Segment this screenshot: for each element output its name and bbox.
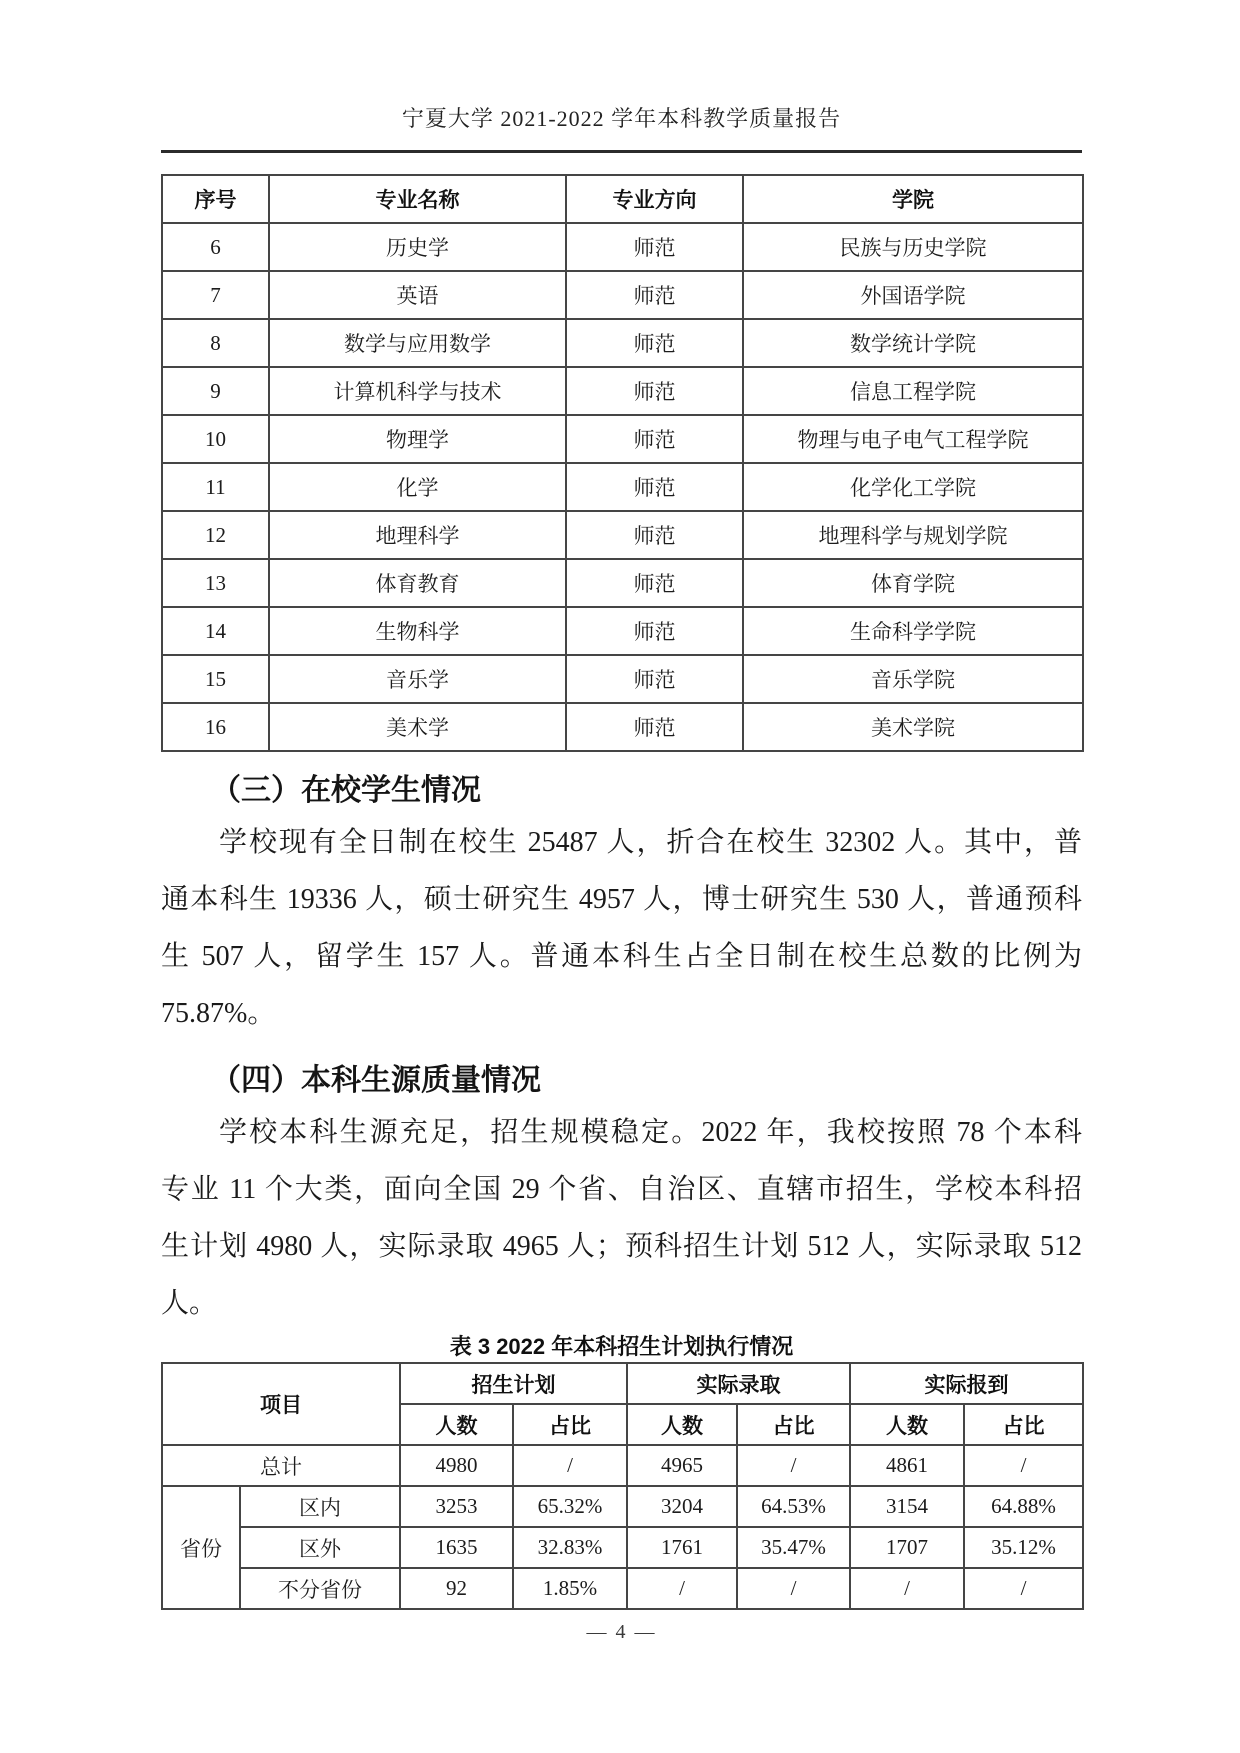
table-cell: 师范	[566, 319, 743, 367]
document-header	[161, 0, 1082, 153]
table-row	[162, 463, 1083, 511]
table-cell: /	[627, 1568, 737, 1609]
table-cell: 物理与电子电气工程学院	[743, 415, 1083, 463]
table-cell: 数学与应用数学	[269, 319, 566, 367]
paragraph-line: 学校本科生源充足，招生规模稳定。2022 年，我校按照 78 个本科	[219, 1117, 1082, 1148]
section-4-heading: （四）本科生源质量情况	[211, 1064, 541, 1097]
table-cell: 14	[162, 607, 269, 655]
table-cell: 4861	[850, 1445, 964, 1486]
section-3-heading: （三）在校学生情况	[211, 774, 481, 807]
table-cell: 7	[162, 271, 269, 319]
table-cell: 12	[162, 511, 269, 559]
header-row	[162, 1363, 1083, 1404]
table-cell: 美术学	[269, 703, 566, 751]
table-cell: /	[737, 1445, 850, 1486]
table-cell: 生物科学	[269, 607, 566, 655]
table-cell: 师范	[566, 655, 743, 703]
table-cell: 体育学院	[743, 559, 1083, 607]
table-cell: 3154	[850, 1486, 964, 1527]
table-row	[162, 1486, 1083, 1527]
table-cell: 4980	[400, 1445, 513, 1486]
column-header-group: 招生计划	[400, 1363, 627, 1404]
page-content	[161, 0, 1082, 1644]
table-row	[162, 223, 1083, 271]
table-cell: 65.32%	[513, 1486, 627, 1527]
running-head-title: 宁夏大学 2021-2022 学年本科教学质量报告	[401, 106, 842, 131]
table-cell: 1.85%	[513, 1568, 627, 1609]
paragraph-line: 生 507 人，留学生 157 人。普通本科生占全日制在校生总数的比例为	[161, 941, 1082, 972]
table-cell: 3204	[627, 1486, 737, 1527]
table-cell: 32.83%	[513, 1527, 627, 1568]
table-cell: 1761	[627, 1527, 737, 1568]
table-cell: 师范	[566, 703, 743, 751]
table-row	[162, 655, 1083, 703]
header-row	[162, 175, 1083, 223]
table-cell: 16	[162, 703, 269, 751]
table-cell: 历史学	[269, 223, 566, 271]
column-header: 占比	[513, 1404, 627, 1445]
table-row	[162, 1568, 1083, 1609]
table-cell: 体育教育	[269, 559, 566, 607]
majors-table-body	[162, 223, 1083, 751]
row-label: 总计	[162, 1445, 400, 1486]
table-cell: 师范	[566, 463, 743, 511]
table-cell: 64.88%	[964, 1486, 1083, 1527]
table-cell: 13	[162, 559, 269, 607]
page-number: — 4 —	[586, 1621, 657, 1643]
table-cell: 师范	[566, 511, 743, 559]
column-header: 项目	[162, 1363, 400, 1445]
column-header: 人数	[627, 1404, 737, 1445]
table-cell: 师范	[566, 559, 743, 607]
table-cell: 4965	[627, 1445, 737, 1486]
table-cell: /	[850, 1568, 964, 1609]
table-cell: 音乐学院	[743, 655, 1083, 703]
table-cell: 师范	[566, 271, 743, 319]
enrollment-table-body	[162, 1445, 1083, 1609]
section-3-paragraph	[161, 814, 1082, 1042]
header-rule	[161, 150, 1082, 153]
section-4-paragraph	[161, 1104, 1082, 1332]
table-cell: 信息工程学院	[743, 367, 1083, 415]
table-cell: 64.53%	[737, 1486, 850, 1527]
paragraph-line: 专业 11 个大类，面向全国 29 个省、自治区、直辖市招生，学校本科招	[161, 1174, 1082, 1205]
table-row	[162, 1445, 1083, 1486]
table-cell: 师范	[566, 367, 743, 415]
table-cell: 11	[162, 463, 269, 511]
paragraph-line: 75.87%。	[161, 998, 276, 1029]
table-cell: 化学	[269, 463, 566, 511]
column-header: 人数	[400, 1404, 513, 1445]
table-cell: 美术学院	[743, 703, 1083, 751]
table-cell: 英语	[269, 271, 566, 319]
enrollment-table	[161, 1362, 1084, 1610]
enrollment-table-header	[162, 1363, 1083, 1445]
table-cell: /	[513, 1445, 627, 1486]
row-label: 不分省份	[240, 1568, 400, 1609]
column-header: 序号	[162, 175, 269, 223]
table-row	[162, 415, 1083, 463]
table-cell: 地理科学	[269, 511, 566, 559]
column-header: 占比	[737, 1404, 850, 1445]
row-label: 区内	[240, 1486, 400, 1527]
majors-table	[161, 174, 1084, 752]
table-row	[162, 319, 1083, 367]
table-row	[162, 511, 1083, 559]
majors-table-header	[162, 175, 1083, 223]
column-header: 学院	[743, 175, 1083, 223]
table-row	[162, 367, 1083, 415]
table-cell: 9	[162, 367, 269, 415]
table-cell: 10	[162, 415, 269, 463]
table-cell: 1707	[850, 1527, 964, 1568]
paragraph-line: 生计划 4980 人，实际录取 4965 人；预科招生计划 512 人，实际录取 512	[161, 1231, 1082, 1262]
table-cell: /	[964, 1445, 1083, 1486]
paragraph-line: 学校现有全日制在校生 25487 人，折合在校生 32302 人。其中，普	[219, 827, 1082, 858]
table-row	[162, 271, 1083, 319]
table-cell: /	[737, 1568, 850, 1609]
table-row	[162, 559, 1083, 607]
table-cell: 师范	[566, 415, 743, 463]
column-header: 专业方向	[566, 175, 743, 223]
table-cell: 计算机科学与技术	[269, 367, 566, 415]
table-cell: 地理科学与规划学院	[743, 511, 1083, 559]
column-header-group: 实际报到	[850, 1363, 1083, 1404]
column-header-group: 实际录取	[627, 1363, 850, 1404]
table-cell: 师范	[566, 223, 743, 271]
row-group-label: 省份	[162, 1486, 240, 1609]
table-cell: 3253	[400, 1486, 513, 1527]
table-cell: 92	[400, 1568, 513, 1609]
table-cell: 外国语学院	[743, 271, 1083, 319]
paragraph-line: 人。	[161, 1288, 218, 1319]
row-label: 区外	[240, 1527, 400, 1568]
table-row	[162, 703, 1083, 751]
table-cell: 数学统计学院	[743, 319, 1083, 367]
table-3-caption: 表 3 2022 年本科招生计划执行情况	[449, 1334, 794, 1359]
paragraph-line: 通本科生 19336 人，硕士研究生 4957 人，博士研究生 530 人，普通预科	[161, 884, 1082, 915]
table-cell: 6	[162, 223, 269, 271]
table-cell: 物理学	[269, 415, 566, 463]
table-cell: 35.47%	[737, 1527, 850, 1568]
table-cell: 15	[162, 655, 269, 703]
table-cell: 化学化工学院	[743, 463, 1083, 511]
table-cell: 生命科学学院	[743, 607, 1083, 655]
column-header: 人数	[850, 1404, 964, 1445]
table-cell: 音乐学	[269, 655, 566, 703]
table-row	[162, 607, 1083, 655]
table-cell: 民族与历史学院	[743, 223, 1083, 271]
table-cell: /	[964, 1568, 1083, 1609]
table-row	[162, 1527, 1083, 1568]
table-cell: 师范	[566, 607, 743, 655]
column-header: 占比	[964, 1404, 1083, 1445]
column-header: 专业名称	[269, 175, 566, 223]
table-cell: 8	[162, 319, 269, 367]
table-cell: 35.12%	[964, 1527, 1083, 1568]
table-cell: 1635	[400, 1527, 513, 1568]
